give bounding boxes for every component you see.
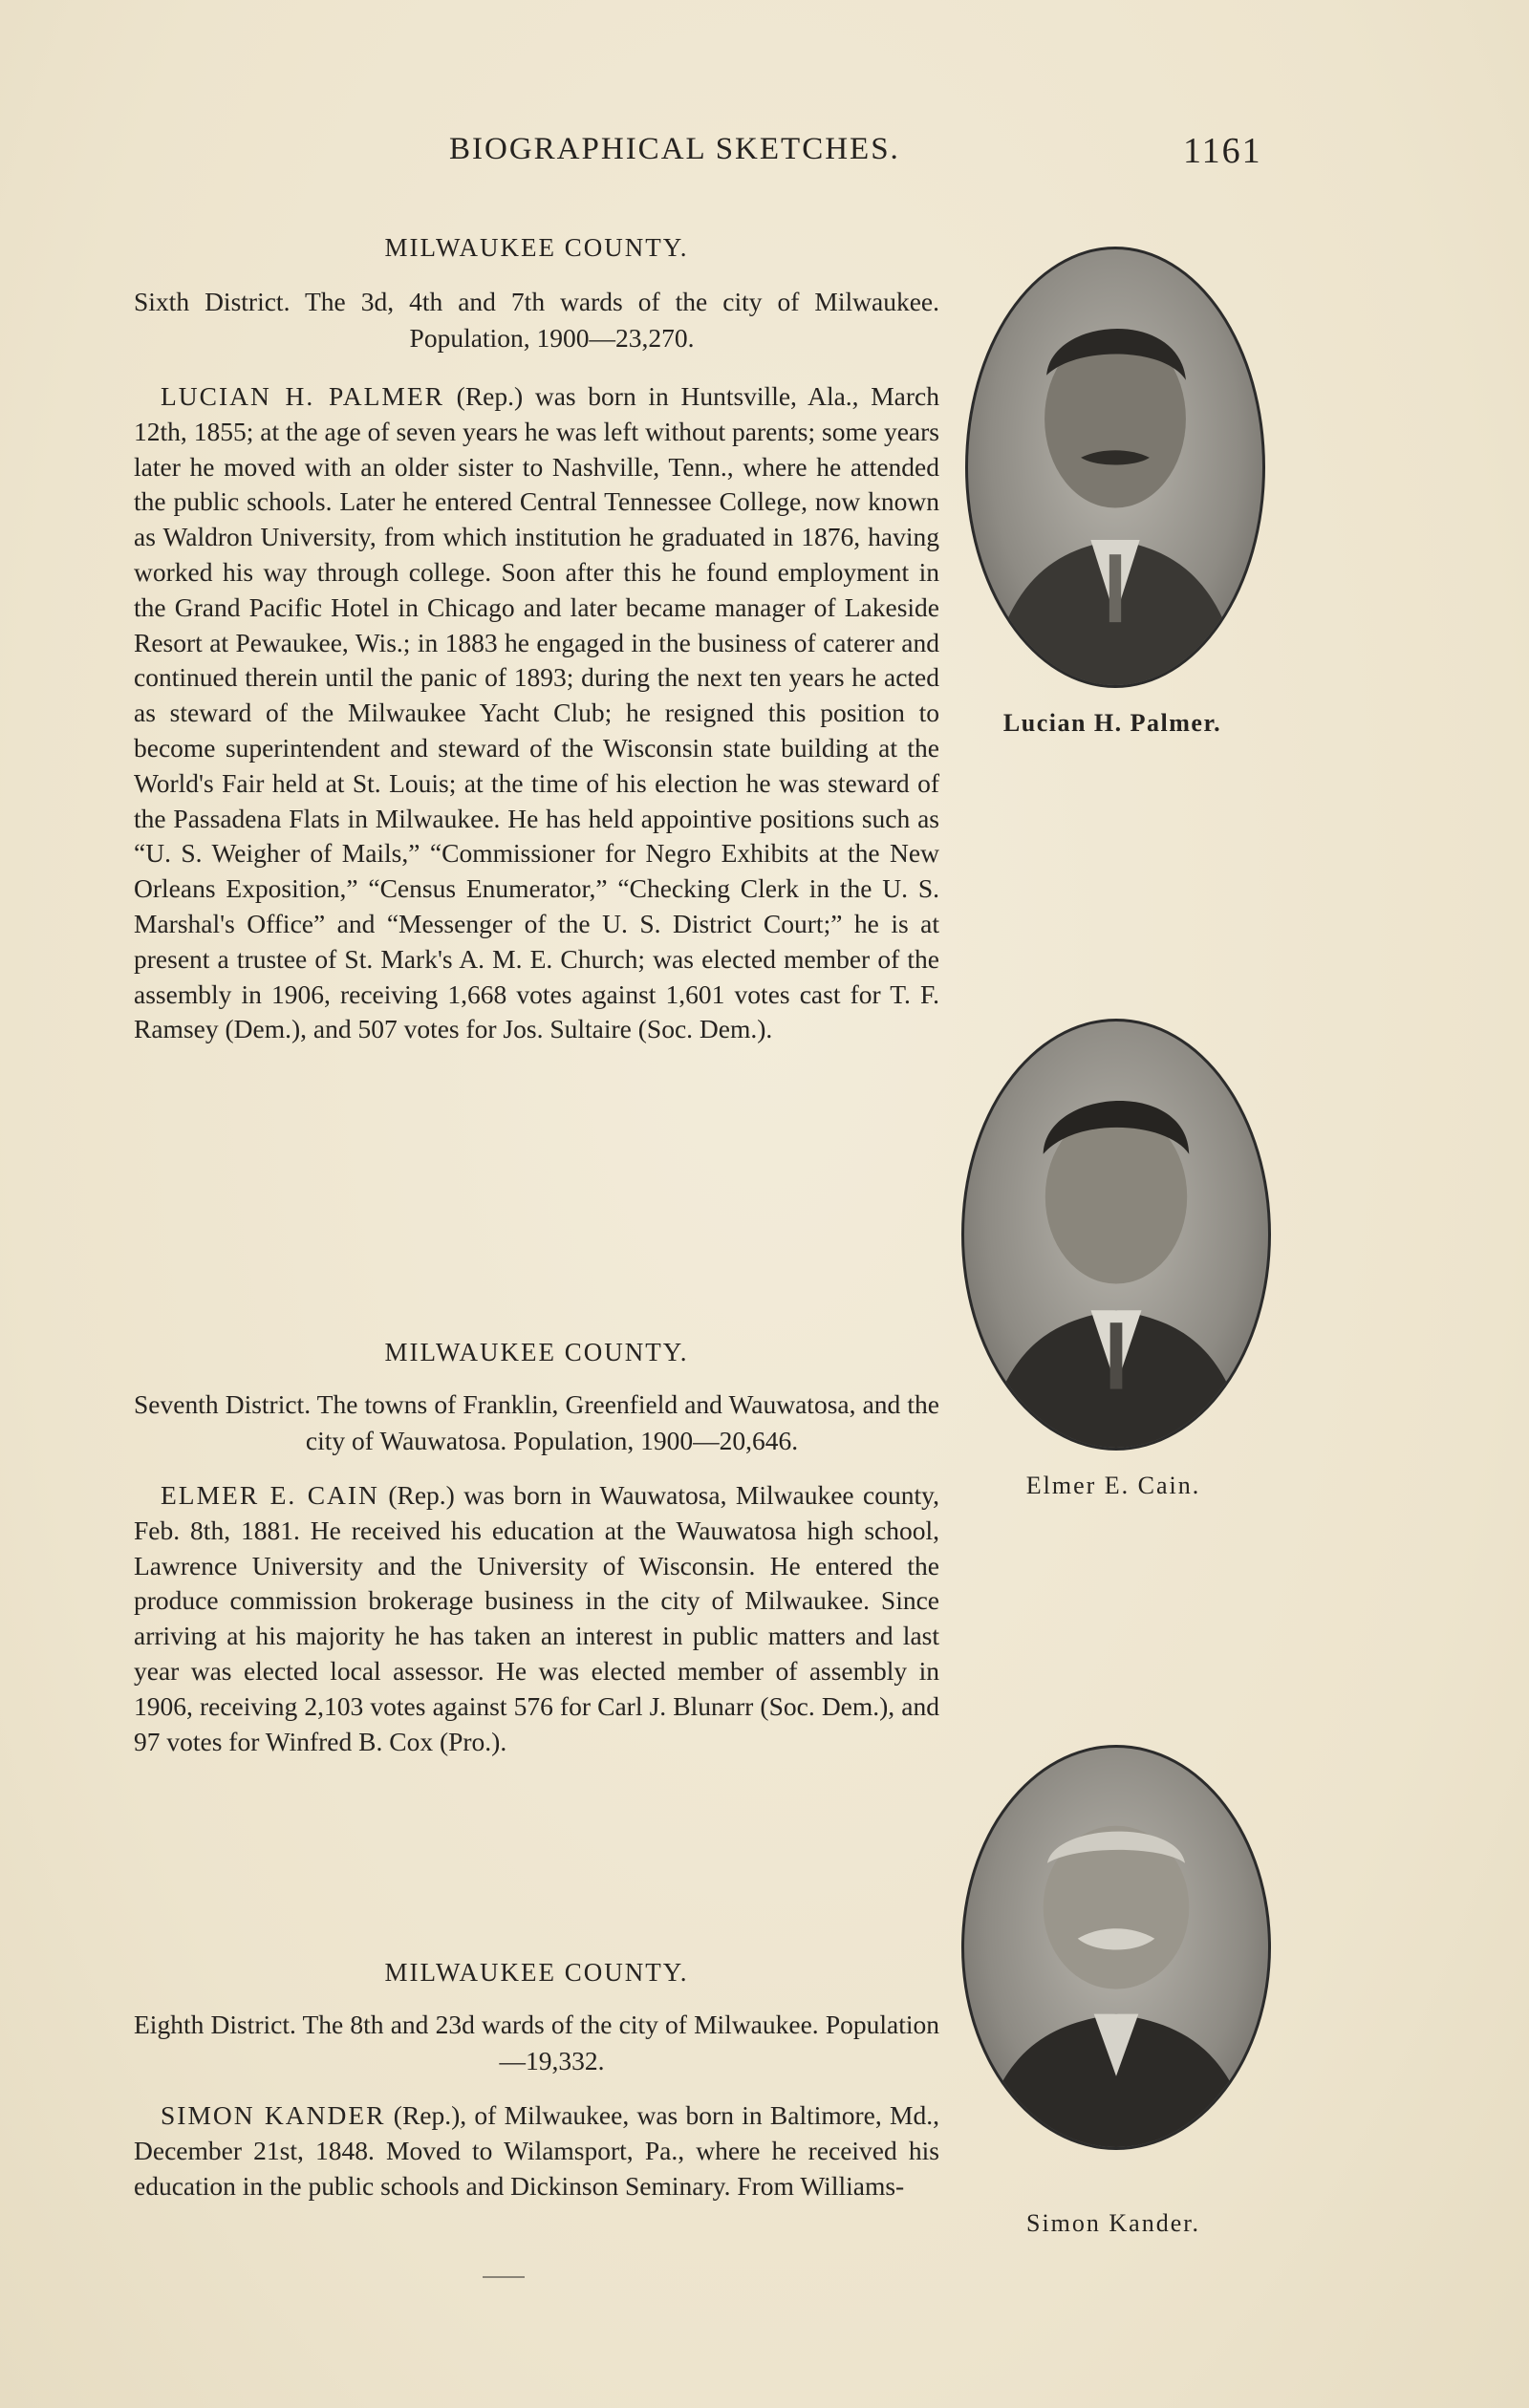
portrait-caption: Simon Kander. xyxy=(1026,2209,1200,2237)
portrait-caption: Lucian H. Palmer. xyxy=(1002,709,1222,737)
portrait-caption: Elmer E. Cain. xyxy=(1025,1472,1201,1499)
biography-paragraph xyxy=(134,1478,939,1759)
portrait-figure xyxy=(968,249,1262,685)
district-description: Seventh District. The towns of Franklin, Greenfield and Wauwatosa, and the city of Wauwatosa. Population, 1900—20,646. xyxy=(134,1389,939,1455)
district-description: Eighth District. The 8th and 23d wards of the city of Milwaukee. Population—19,332. xyxy=(134,2010,939,2075)
page-number: 1161 xyxy=(1183,131,1262,171)
footer-rule xyxy=(483,2276,525,2278)
district-description: Sixth District. The 3d, 4th and 7th wards of the city of Milwaukee. Population, 1900—23,270. xyxy=(134,287,939,353)
biography-name: SIMON KANDER xyxy=(161,2100,386,2130)
county-heading: MILWAUKEE COUNTY. xyxy=(384,1338,689,1366)
portrait-figure xyxy=(964,1021,1268,1448)
biography-text: (Rep.) was born in Huntsville, Ala., March 12th, 1855; at the age of seven years he was left without parents; some years later he moved with an older sister to Nashville, Tenn., where he attended the public schools. Later he entered Central Tennessee College, now known as Waldron University, from which institution he graduated in 1876, having worked his way through college. Soon after this he found employment in the Grand Pacific Hotel in Chicago and later became manager of Lakeside Resort at Pewaukee, Wis.; in 1883 he engaged in the business of caterer and continued therein until the panic of 1893; during the next ten years he acted as steward of the Milwaukee Yacht Club; he resigned this position to become superintendent and steward of the Wisconsin state building at the World's Fair held at St. Louis; at the time of his election he was steward of the Passadena Flats in Milwaukee. He has held appointive positions such as “U. S. Weigher of Mails,” “Commissioner for Negro Exhibits at the New Orleans Exposition,” “Census Enumerator,” “Checking Clerk in the U. S. Marshal's Office” and “Messenger of the U. S. District Court;” he is at present a trustee of St. Mark's A. M. E. Church; was elected member of the assembly in 1906, receiving 1,668 votes against 1,601 votes cast for T. F. Ramsey (Dem.), and 507 votes for Jos. Sultaire (Soc. Dem.). xyxy=(134,381,939,1044)
biography-text: (Rep.) was born in Wauwatosa, Milwaukee county, Feb. 8th, 1881. He received his education at the Wauwatosa high school, Lawrence University and the University of Wisconsin. He entered the produce commission brokerage business in the city of Milwaukee. Since arriving at his majority he has taken an interest in public matters and last year was elected local assessor. He was elected member of assembly in 1906, receiving 2,103 votes against 576 for Carl J. Blunarr (Soc. Dem.), and 97 votes for Winfred B. Cox (Pro.). xyxy=(134,1480,939,1756)
portrait-photo-cain xyxy=(961,1019,1271,1451)
biography-name: ELMER E. CAIN xyxy=(161,1480,379,1510)
running-head: BIOGRAPHICAL SKETCHES. xyxy=(449,132,900,166)
section-eighth-district xyxy=(134,1958,939,2204)
section-seventh-district xyxy=(134,1338,939,1759)
biography-paragraph xyxy=(134,2098,939,2204)
portrait-photo-kander xyxy=(961,1745,1271,2150)
portrait-figure xyxy=(964,1748,1268,2147)
section-sixth-district xyxy=(134,233,939,1047)
biography-name: LUCIAN H. PALMER xyxy=(161,381,444,411)
portrait-photo-palmer xyxy=(965,247,1265,688)
county-heading: MILWAUKEE COUNTY. xyxy=(384,1958,689,1987)
biography-paragraph xyxy=(134,379,939,1047)
biography-text: (Rep.), of Milwaukee, was born in Baltimore, Md., December 21st, 1848. Moved to Wilamsport, Pa., where he received his education in the public schools and Dickinson Seminary. From Williams- xyxy=(134,2100,939,2201)
county-heading: MILWAUKEE COUNTY. xyxy=(384,233,689,262)
